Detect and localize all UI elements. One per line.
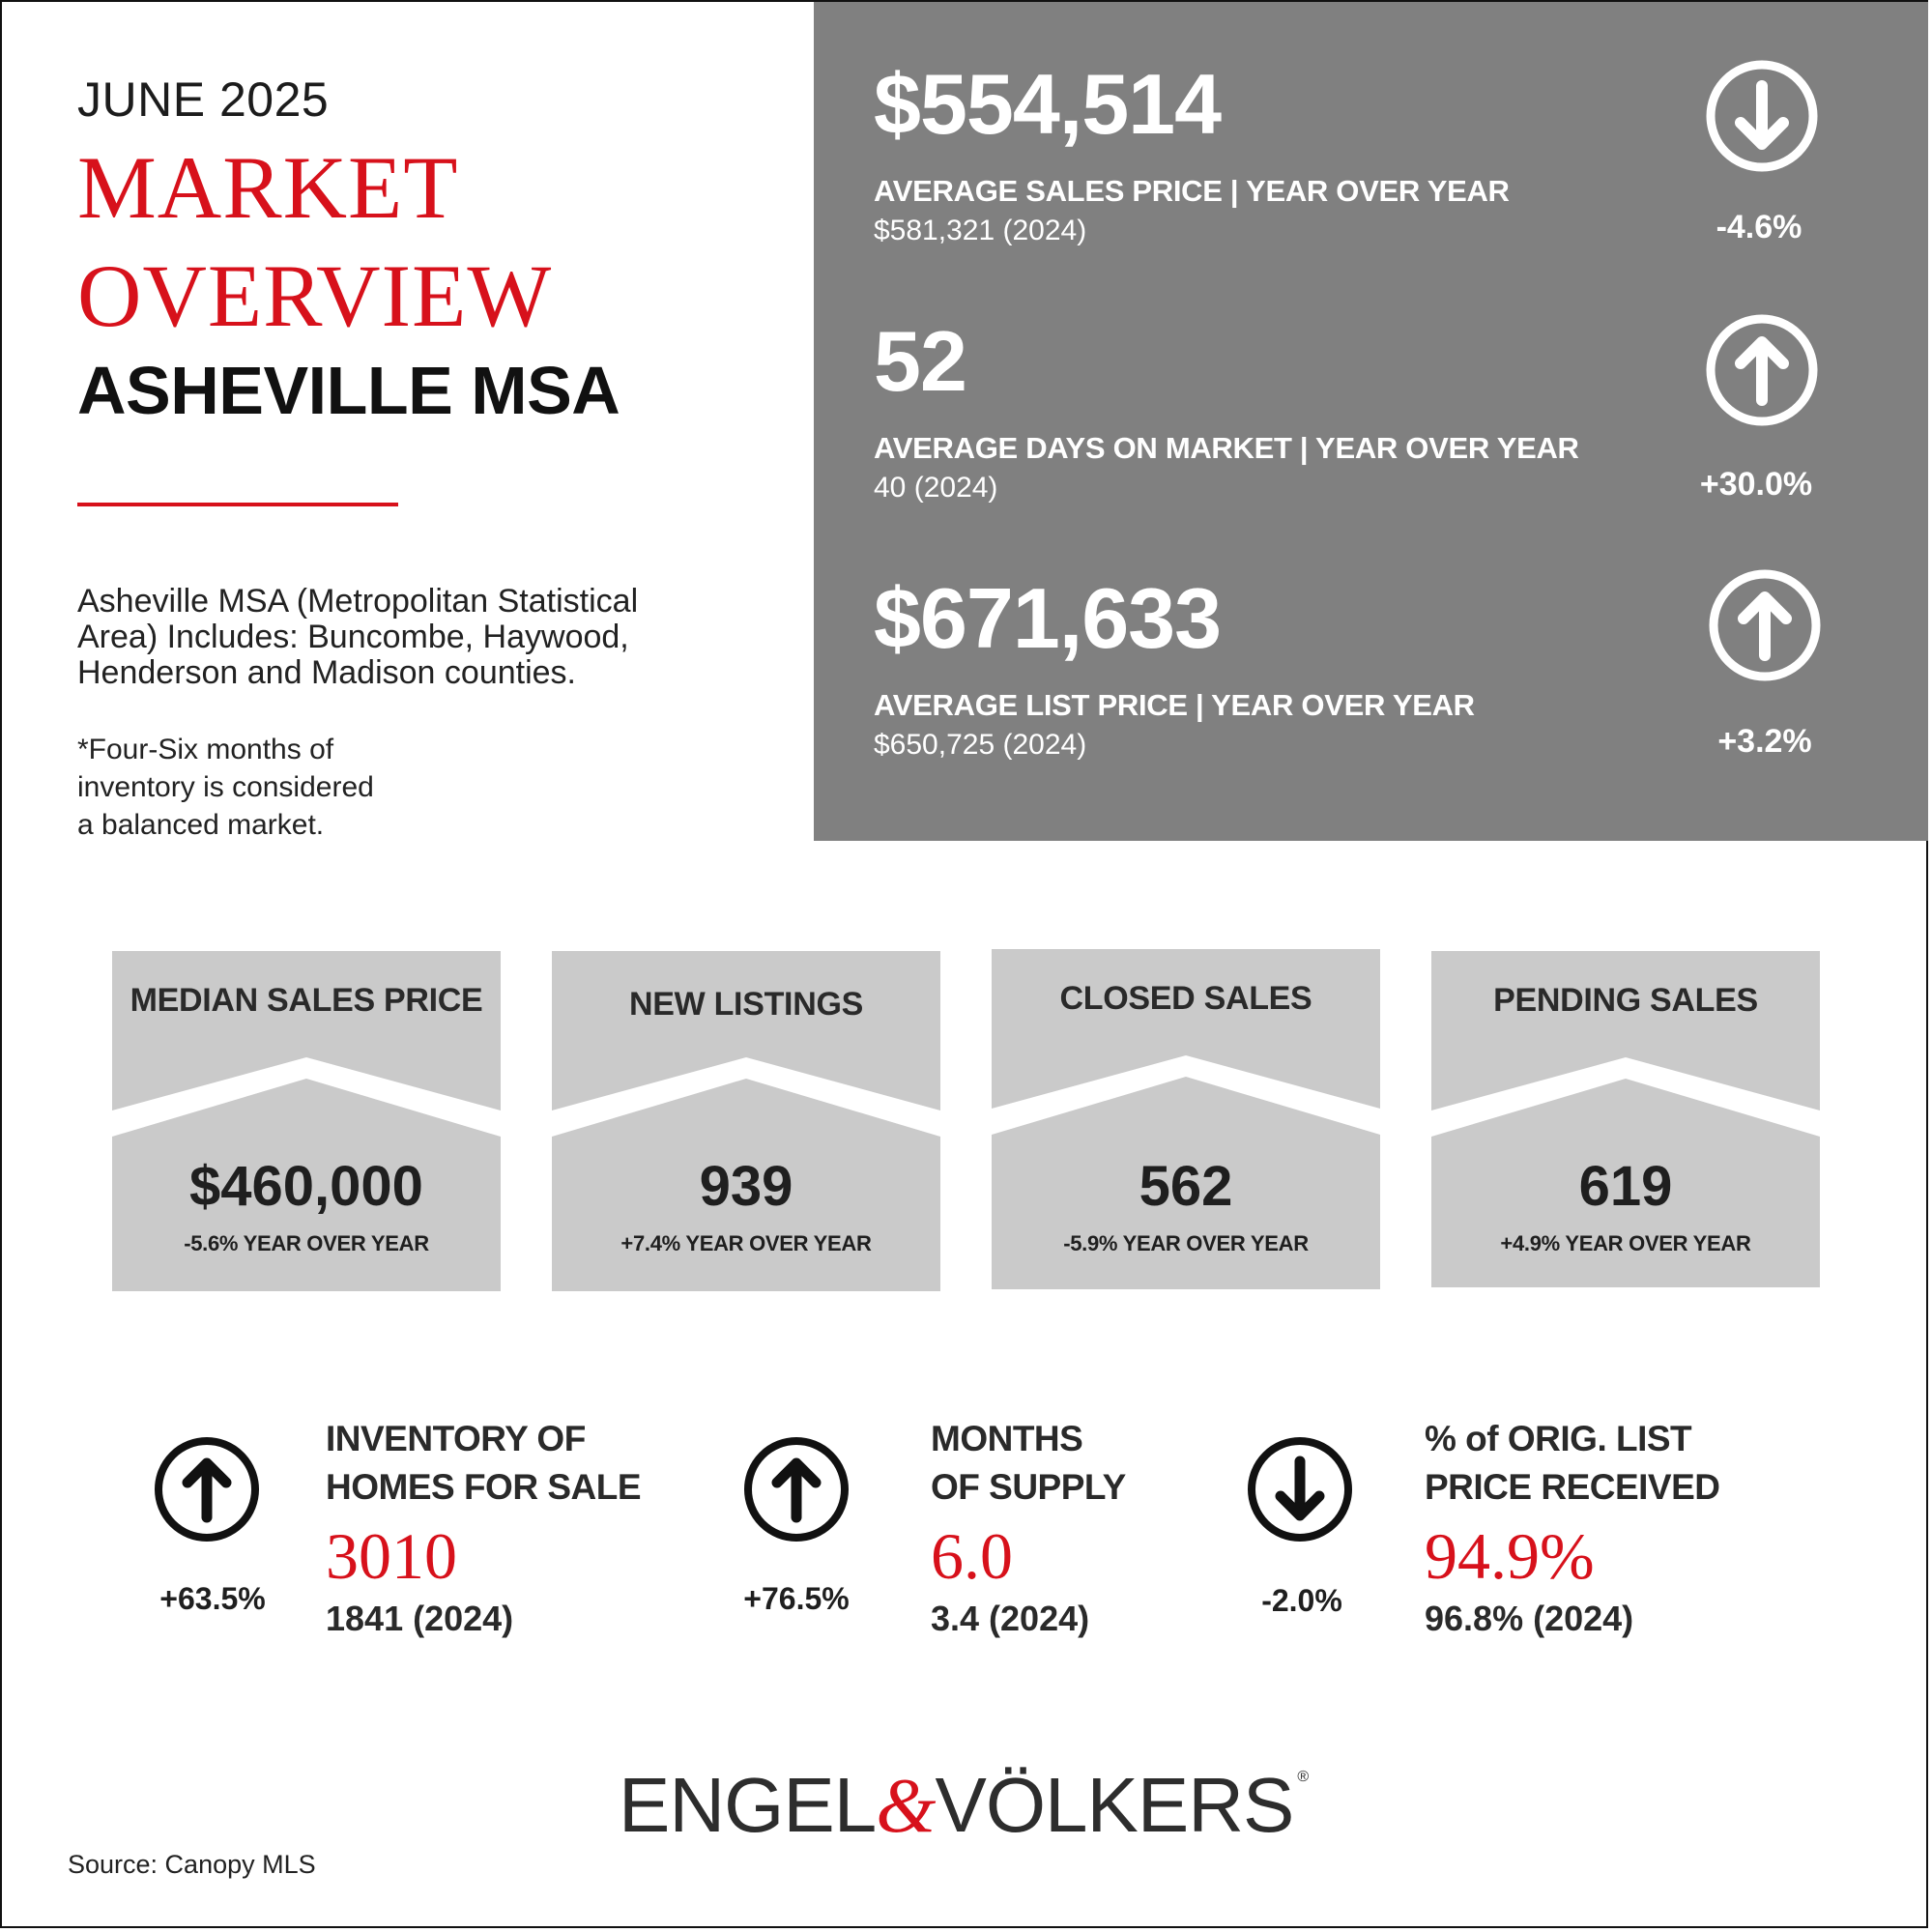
avg-list-price-label: AVERAGE LIST PRICE | YEAR OVER YEAR bbox=[874, 688, 1475, 722]
list-price-received-previous: 96.8% (2024) bbox=[1425, 1599, 1634, 1638]
label-line: HOMES FOR SALE bbox=[326, 1467, 642, 1507]
note-line: *Four-Six months of bbox=[77, 734, 334, 765]
report-month: JUNE 2025 bbox=[77, 72, 330, 127]
label-line: OF SUPPLY bbox=[931, 1467, 1126, 1507]
inventory-value: 3010 bbox=[326, 1519, 457, 1593]
inventory-label bbox=[326, 1415, 641, 1512]
card-change: +4.9% YEAR OVER YEAR bbox=[1500, 1231, 1751, 1255]
avg-days-on-market-change: +30.0% bbox=[1699, 466, 1813, 503]
logo-part: VÖLKERS bbox=[935, 1762, 1294, 1848]
list-price-received-label bbox=[1425, 1415, 1720, 1512]
months-supply-previous: 3.4 (2024) bbox=[931, 1599, 1090, 1638]
label-line: PRICE RECEIVED bbox=[1425, 1467, 1720, 1507]
card-value: 619 bbox=[1578, 1155, 1673, 1218]
card-closed-sales bbox=[992, 949, 1380, 1289]
months-supply-value: 6.0 bbox=[931, 1519, 1013, 1593]
card-pending-sales bbox=[1431, 951, 1820, 1291]
card-value: $460,000 bbox=[189, 1155, 423, 1218]
logo-part: ENGEL bbox=[619, 1762, 877, 1848]
avg-sales-price-value: $554,514 bbox=[874, 56, 1222, 152]
arrow-down-circle-icon bbox=[1247, 1436, 1353, 1543]
title-overview: OVERVIEW bbox=[77, 246, 553, 345]
card-new-listings bbox=[552, 951, 940, 1291]
avg-list-price-value: $671,633 bbox=[874, 570, 1222, 666]
card-title: NEW LISTINGS bbox=[629, 986, 863, 1023]
inventory-previous: 1841 (2024) bbox=[326, 1599, 514, 1638]
card-change: +7.4% YEAR OVER YEAR bbox=[620, 1231, 872, 1255]
arrow-up-circle-icon bbox=[1708, 568, 1822, 682]
months-supply-label bbox=[931, 1415, 1126, 1512]
avg-sales-price-previous: $581,321 (2024) bbox=[874, 215, 1087, 246]
arrow-up-circle-icon bbox=[743, 1436, 850, 1543]
region-name: ASHEVILLE MSA bbox=[77, 353, 620, 428]
avg-days-on-market-previous: 40 (2024) bbox=[874, 472, 998, 504]
card-value: 939 bbox=[699, 1155, 793, 1218]
avg-sales-price-change: -4.6% bbox=[1716, 209, 1802, 245]
card-title: CLOSED SALES bbox=[1059, 980, 1312, 1017]
card-title: MEDIAN SALES PRICE bbox=[130, 982, 483, 1019]
note-line: a balanced market. bbox=[77, 809, 325, 841]
card-change: -5.6% YEAR OVER YEAR bbox=[184, 1231, 429, 1255]
card-change: -5.9% YEAR OVER YEAR bbox=[1063, 1231, 1309, 1255]
list-price-received-change: -2.0% bbox=[1261, 1583, 1342, 1618]
logo-ampersand: & bbox=[876, 1764, 936, 1849]
arrow-up-circle-icon bbox=[1705, 313, 1819, 427]
source-note: Source: Canopy MLS bbox=[68, 1850, 316, 1879]
avg-days-on-market-value: 52 bbox=[874, 313, 966, 409]
list-price-received-value: 94.9% bbox=[1425, 1519, 1595, 1593]
card-title: PENDING SALES bbox=[1493, 982, 1758, 1019]
registered-mark: ® bbox=[1297, 1769, 1309, 1785]
arrow-down-circle-icon bbox=[1705, 59, 1819, 173]
card-median-sales-price bbox=[112, 951, 501, 1291]
avg-list-price-change: +3.2% bbox=[1717, 723, 1812, 760]
avg-list-price-previous: $650,725 (2024) bbox=[874, 729, 1087, 761]
engel-volkers-logo bbox=[619, 1761, 1309, 1851]
note-line: inventory is considered bbox=[77, 771, 374, 803]
divider bbox=[77, 503, 398, 506]
region-description: Asheville MSA (Metropolitan Statistical Area) Includes: Buncombe, Haywood, Henderson and Madison counties. bbox=[77, 583, 639, 691]
inventory-change: +63.5% bbox=[159, 1581, 266, 1616]
arrow-up-circle-icon bbox=[154, 1436, 260, 1543]
avg-sales-price-label: AVERAGE SALES PRICE | YEAR OVER YEAR bbox=[874, 174, 1510, 208]
label-line: INVENTORY OF bbox=[326, 1419, 586, 1458]
card-value: 562 bbox=[1139, 1155, 1233, 1218]
avg-days-on-market-label: AVERAGE DAYS ON MARKET | YEAR OVER YEAR bbox=[874, 431, 1579, 465]
label-line: MONTHS bbox=[931, 1419, 1083, 1458]
months-supply-change: +76.5% bbox=[743, 1581, 850, 1616]
label-line: % of ORIG. LIST bbox=[1425, 1419, 1692, 1458]
inventory-note bbox=[77, 731, 483, 844]
title-market: MARKET bbox=[77, 138, 459, 237]
